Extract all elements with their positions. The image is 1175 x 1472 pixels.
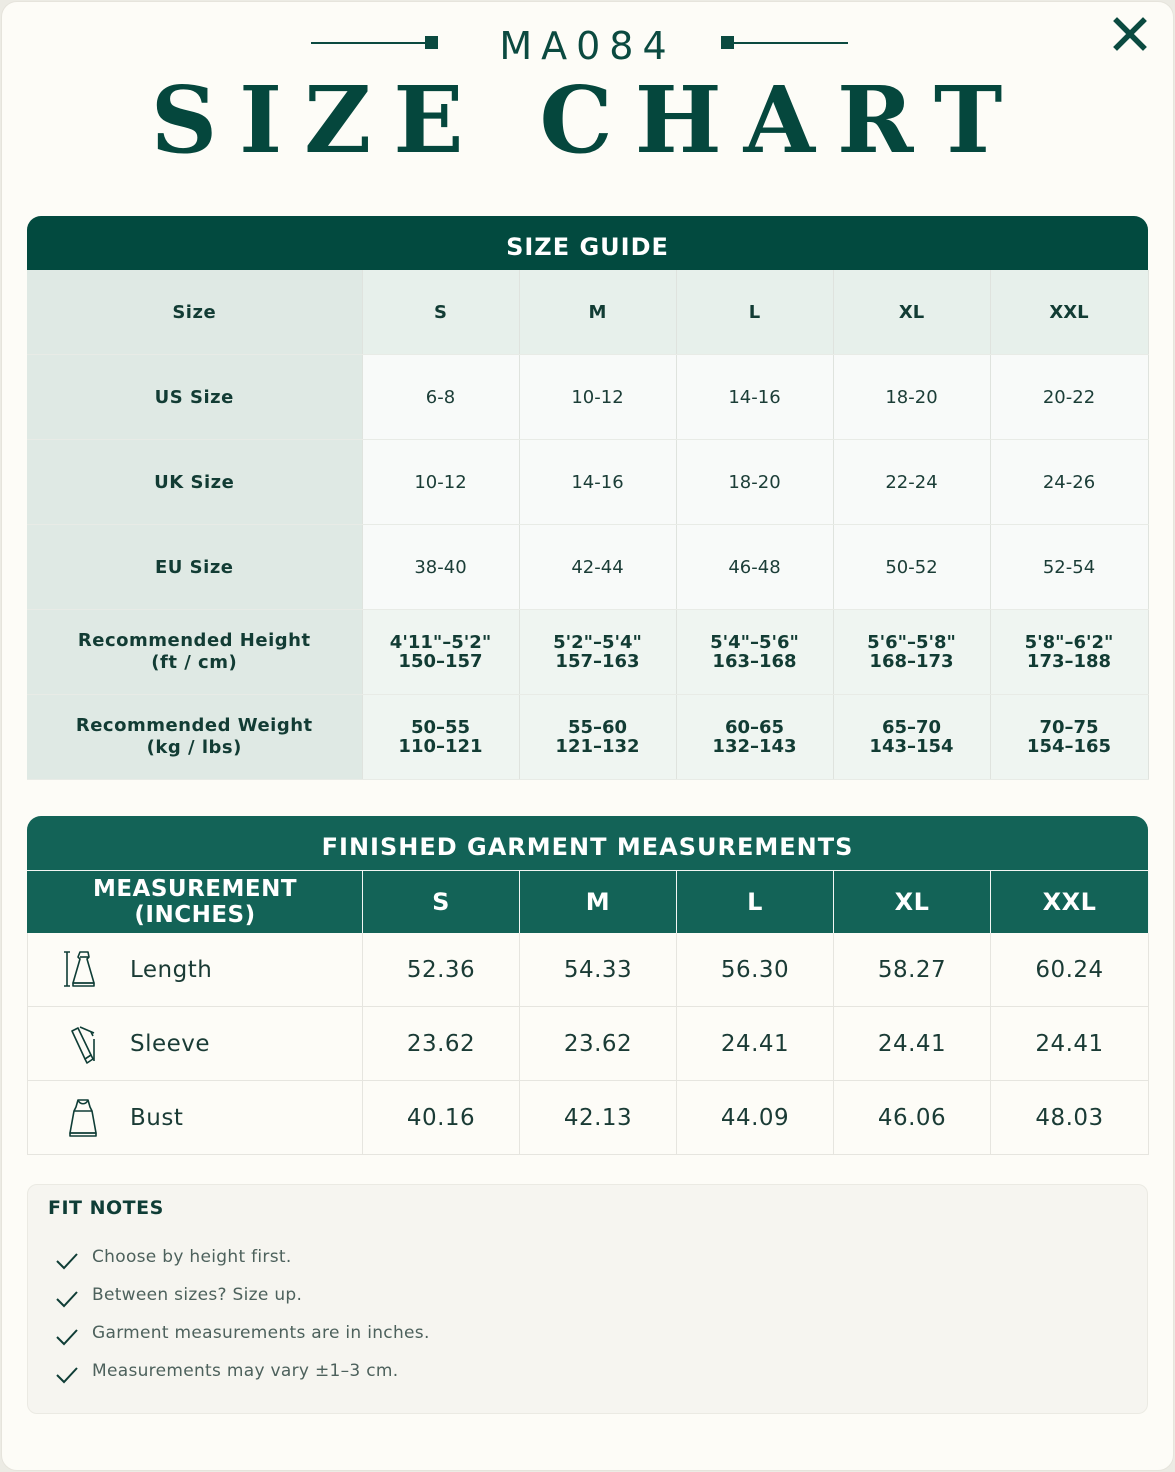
bust-icon [58,1093,108,1143]
height-ft: 5'8"–6'2" [1024,632,1114,653]
size-header: L [676,270,833,355]
fit-note-text: Measurements may vary ±1–3 cm. [92,1361,399,1381]
table-cell: 24.41 [677,1007,834,1081]
table-cell: 46-48 [676,525,833,610]
height-row [27,610,1148,695]
height-ft: 4'11"–5'2" [389,632,492,653]
height-cm: 150–157 [398,651,483,672]
weight-row [27,695,1148,780]
height-cm: 163–168 [712,651,797,672]
table-cell: 6-8 [362,355,519,440]
row-label: EU Size [27,525,362,610]
height-ft: 5'6"–5'8" [867,632,956,653]
table-cell [676,695,833,780]
table-cell: 18-20 [833,355,990,440]
product-code: MA084 [499,24,676,68]
weight-lbs: 143–154 [869,736,954,757]
weight-kg: 60–65 [724,717,785,738]
checkmark-icon [54,1324,80,1348]
weight-kg: 70–75 [1039,717,1099,738]
weight-kg: 55–60 [567,717,628,738]
measurement-label: Length [130,956,213,983]
table-cell: 54.33 [520,933,677,1007]
table-row [27,355,1148,440]
size-guide-header: SIZE GUIDE [27,216,1148,270]
row-label-line: (kg / lbs) [146,737,242,758]
table-cell: 14-16 [519,440,676,525]
table-cell: 46.06 [834,1081,991,1155]
fit-note-text: Choose by height first. [92,1247,292,1267]
table-row [28,1081,1149,1155]
table-cell: 52-54 [990,525,1148,610]
table-cell: 50-52 [833,525,990,610]
table-cell: 58.27 [834,933,991,1007]
height-cm: 157–163 [555,651,640,672]
corner-label-line: MEASUREMENT [92,876,298,902]
table-cell: 22-24 [833,440,990,525]
size-guide-header-row [27,270,1148,355]
table-cell: 40.16 [363,1081,520,1155]
fit-notes-title: FIT NOTES [48,1197,164,1219]
table-row [27,440,1148,525]
size-guide-table [27,270,1149,780]
measurements-header: FINISHED GARMENT MEASUREMENTS [27,816,1148,870]
row-label: US Size [27,355,362,440]
row-label [27,610,362,695]
table-cell [990,695,1148,780]
weight-lbs: 121–132 [555,736,640,757]
table-cell: 14-16 [676,355,833,440]
size-header: M [520,871,677,934]
sleeve-icon [58,1019,108,1069]
table-cell: 10-12 [519,355,676,440]
table-cell: 24-26 [990,440,1148,525]
weight-kg: 50–55 [410,717,471,738]
checkmark-icon [54,1362,80,1386]
table-cell: 18-20 [676,440,833,525]
table-cell: 52.36 [363,933,520,1007]
table-cell: 23.62 [520,1007,677,1081]
weight-lbs: 132–143 [712,736,797,757]
fit-notes-panel [27,1184,1148,1414]
fit-note-text: Between sizes? Size up. [92,1285,303,1305]
height-cm: 173–188 [1026,651,1112,672]
table-cell [676,610,833,695]
corner-label: Size [27,270,362,355]
height-ft: 5'2"–5'4" [553,632,642,653]
table-cell [990,610,1148,695]
table-cell: 24.41 [834,1007,991,1081]
table-row [28,1007,1149,1081]
fit-note-text: Garment measurements are in inches. [92,1323,430,1343]
table-cell [833,695,990,780]
size-header: XXL [990,270,1148,355]
measurement-label-cell [28,1007,363,1081]
size-header: XL [833,270,990,355]
size-header: XXL [991,871,1149,934]
size-header: XL [834,871,991,934]
row-label-line: (ft / cm) [151,652,238,673]
size-header: S [362,270,519,355]
table-cell [519,695,676,780]
table-cell: 56.30 [677,933,834,1007]
table-cell: 44.09 [677,1081,834,1155]
table-cell: 42.13 [520,1081,677,1155]
table-cell [362,610,519,695]
product-code-row [0,22,1175,66]
measurements-table [27,870,1149,1155]
measurement-label: Sleeve [130,1030,211,1057]
weight-lbs: 110–121 [398,736,483,757]
table-row [27,525,1148,610]
height-ft: 5'4"–5'6" [710,632,799,653]
row-label [27,695,362,780]
checkmark-icon [54,1286,80,1310]
row-label: UK Size [27,440,362,525]
row-label-line: Recommended Height [77,630,311,651]
page-title: SIZE CHART [150,66,1025,174]
table-cell: 20-22 [990,355,1148,440]
measurement-label-cell [28,1081,363,1155]
table-cell: 24.41 [991,1007,1149,1081]
checkmark-icon [54,1248,80,1272]
measurements-header-row [28,871,1149,934]
decor-line-right [732,42,848,44]
weight-lbs: 154–165 [1026,736,1112,757]
height-cm: 168–173 [869,651,954,672]
table-row [28,933,1149,1007]
size-header: M [519,270,676,355]
table-cell: 10-12 [362,440,519,525]
row-label-line: Recommended Weight [75,715,313,736]
table-cell: 60.24 [991,933,1149,1007]
weight-kg: 65–70 [881,717,942,738]
measurement-label-cell [28,933,363,1007]
corner-label [28,871,363,934]
measurement-label: Bust [130,1104,184,1131]
table-cell: 23.62 [363,1007,520,1081]
table-cell: 42-44 [519,525,676,610]
table-cell [362,695,519,780]
table-cell [519,610,676,695]
size-header: L [677,871,834,934]
table-cell [833,610,990,695]
length-dress-icon [58,945,108,995]
corner-label-line: (INCHES) [134,902,256,928]
table-cell: 38-40 [362,525,519,610]
table-cell: 48.03 [991,1081,1149,1155]
size-header: S [363,871,520,934]
